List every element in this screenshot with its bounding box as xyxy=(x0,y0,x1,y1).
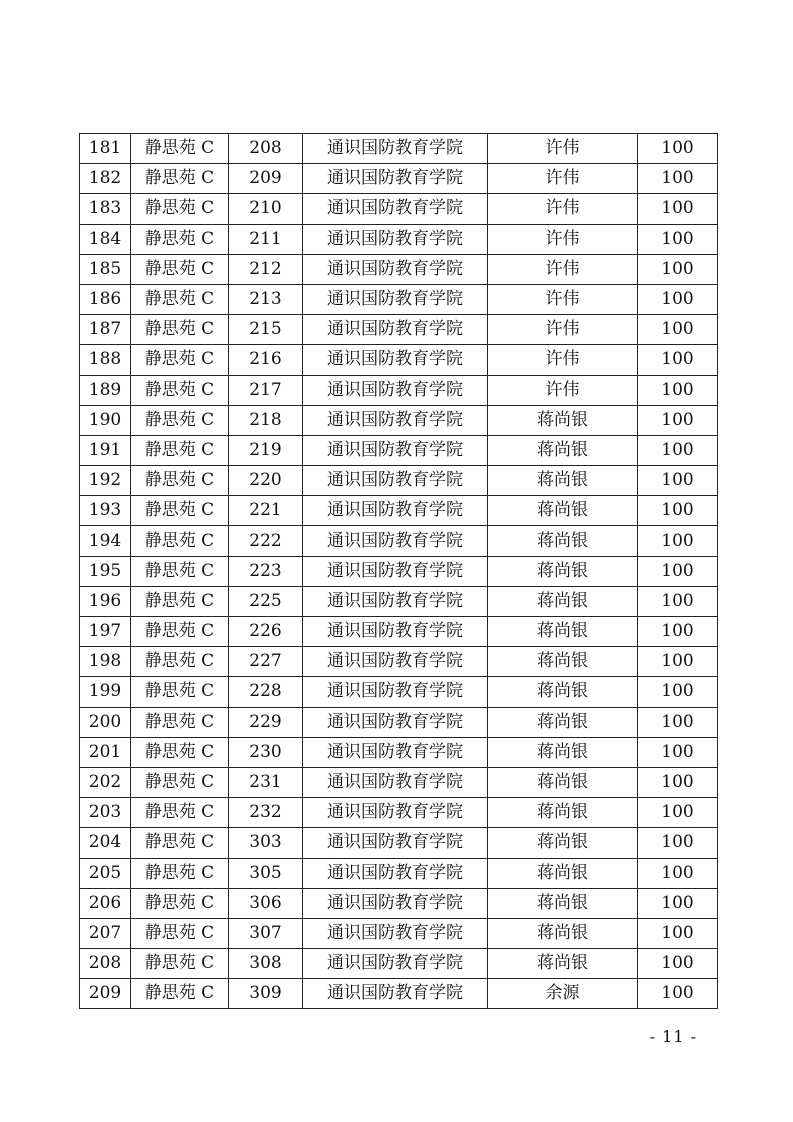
room-number-cell: 222 xyxy=(229,526,303,556)
building-cell: 静思苑 C xyxy=(131,194,229,224)
score-cell: 100 xyxy=(638,194,718,224)
person-cell: 蒋尚银 xyxy=(488,918,638,948)
room-number-cell: 228 xyxy=(229,677,303,707)
room-number-cell: 306 xyxy=(229,888,303,918)
building-cell: 静思苑 C xyxy=(131,375,229,405)
table-row xyxy=(80,284,718,314)
score-cell: 100 xyxy=(638,496,718,526)
row-index-cell: 191 xyxy=(80,435,131,465)
row-index-cell: 195 xyxy=(80,556,131,586)
room-number-cell: 210 xyxy=(229,194,303,224)
building-cell: 静思苑 C xyxy=(131,737,229,767)
college-cell: 通识国防教育学院 xyxy=(303,798,488,828)
person-cell: 许伟 xyxy=(488,345,638,375)
score-cell: 100 xyxy=(638,134,718,164)
table-row xyxy=(80,556,718,586)
building-cell: 静思苑 C xyxy=(131,828,229,858)
building-cell: 静思苑 C xyxy=(131,496,229,526)
table-row xyxy=(80,647,718,677)
person-cell: 蒋尚银 xyxy=(488,586,638,616)
row-index-cell: 183 xyxy=(80,194,131,224)
row-index-cell: 199 xyxy=(80,677,131,707)
row-index-cell: 194 xyxy=(80,526,131,556)
table-row xyxy=(80,586,718,616)
score-cell: 100 xyxy=(638,164,718,194)
college-cell: 通识国防教育学院 xyxy=(303,979,488,1009)
score-cell: 100 xyxy=(638,405,718,435)
college-cell: 通识国防教育学院 xyxy=(303,556,488,586)
building-cell: 静思苑 C xyxy=(131,164,229,194)
building-cell: 静思苑 C xyxy=(131,707,229,737)
person-cell: 蒋尚银 xyxy=(488,767,638,797)
score-cell: 100 xyxy=(638,979,718,1009)
person-cell: 许伟 xyxy=(488,375,638,405)
row-index-cell: 208 xyxy=(80,949,131,979)
score-cell: 100 xyxy=(638,888,718,918)
row-index-cell: 181 xyxy=(80,134,131,164)
person-cell: 蒋尚银 xyxy=(488,435,638,465)
table-row xyxy=(80,979,718,1009)
college-cell: 通识国防教育学院 xyxy=(303,737,488,767)
building-cell: 静思苑 C xyxy=(131,254,229,284)
row-index-cell: 209 xyxy=(80,979,131,1009)
building-cell: 静思苑 C xyxy=(131,647,229,677)
person-cell: 蒋尚银 xyxy=(488,828,638,858)
score-cell: 100 xyxy=(638,556,718,586)
room-number-cell: 220 xyxy=(229,466,303,496)
page-number: - 11 - xyxy=(649,1027,697,1046)
room-number-cell: 225 xyxy=(229,586,303,616)
score-cell: 100 xyxy=(638,677,718,707)
table-row xyxy=(80,677,718,707)
person-cell: 蒋尚银 xyxy=(488,949,638,979)
row-index-cell: 197 xyxy=(80,617,131,647)
score-cell: 100 xyxy=(638,586,718,616)
row-index-cell: 203 xyxy=(80,798,131,828)
person-cell: 蒋尚银 xyxy=(488,556,638,586)
college-cell: 通识国防教育学院 xyxy=(303,194,488,224)
row-index-cell: 184 xyxy=(80,224,131,254)
row-index-cell: 190 xyxy=(80,405,131,435)
score-cell: 100 xyxy=(638,798,718,828)
building-cell: 静思苑 C xyxy=(131,134,229,164)
person-cell: 蒋尚银 xyxy=(488,798,638,828)
row-index-cell: 192 xyxy=(80,466,131,496)
person-cell: 许伟 xyxy=(488,315,638,345)
college-cell: 通识国防教育学院 xyxy=(303,918,488,948)
room-number-cell: 227 xyxy=(229,647,303,677)
score-cell: 100 xyxy=(638,918,718,948)
building-cell: 静思苑 C xyxy=(131,617,229,647)
table-row xyxy=(80,888,718,918)
building-cell: 静思苑 C xyxy=(131,284,229,314)
building-cell: 静思苑 C xyxy=(131,466,229,496)
table-row xyxy=(80,194,718,224)
table-row xyxy=(80,466,718,496)
table-row xyxy=(80,858,718,888)
room-number-cell: 307 xyxy=(229,918,303,948)
room-number-cell: 213 xyxy=(229,284,303,314)
person-cell: 许伟 xyxy=(488,164,638,194)
person-cell: 蒋尚银 xyxy=(488,647,638,677)
room-number-cell: 309 xyxy=(229,979,303,1009)
table-row xyxy=(80,345,718,375)
building-cell: 静思苑 C xyxy=(131,677,229,707)
row-index-cell: 204 xyxy=(80,828,131,858)
building-cell: 静思苑 C xyxy=(131,798,229,828)
score-cell: 100 xyxy=(638,647,718,677)
row-index-cell: 187 xyxy=(80,315,131,345)
person-cell: 蒋尚银 xyxy=(488,858,638,888)
row-index-cell: 202 xyxy=(80,767,131,797)
score-cell: 100 xyxy=(638,466,718,496)
row-index-cell: 193 xyxy=(80,496,131,526)
room-number-cell: 208 xyxy=(229,134,303,164)
building-cell: 静思苑 C xyxy=(131,586,229,616)
room-number-cell: 216 xyxy=(229,345,303,375)
building-cell: 静思苑 C xyxy=(131,556,229,586)
table-row xyxy=(80,617,718,647)
room-number-cell: 217 xyxy=(229,375,303,405)
score-cell: 100 xyxy=(638,828,718,858)
row-index-cell: 201 xyxy=(80,737,131,767)
person-cell: 蒋尚银 xyxy=(488,707,638,737)
table-row xyxy=(80,254,718,284)
building-cell: 静思苑 C xyxy=(131,858,229,888)
table-row xyxy=(80,526,718,556)
table-row xyxy=(80,375,718,405)
room-number-cell: 231 xyxy=(229,767,303,797)
college-cell: 通识国防教育学院 xyxy=(303,767,488,797)
college-cell: 通识国防教育学院 xyxy=(303,345,488,375)
score-cell: 100 xyxy=(638,254,718,284)
score-cell: 100 xyxy=(638,767,718,797)
table-row xyxy=(80,798,718,828)
college-cell: 通识国防教育学院 xyxy=(303,949,488,979)
score-cell: 100 xyxy=(638,858,718,888)
score-cell: 100 xyxy=(638,949,718,979)
building-cell: 静思苑 C xyxy=(131,979,229,1009)
table-row xyxy=(80,496,718,526)
table-body xyxy=(80,134,718,1009)
table-row xyxy=(80,707,718,737)
building-cell: 静思苑 C xyxy=(131,435,229,465)
college-cell: 通识国防教育学院 xyxy=(303,254,488,284)
person-cell: 许伟 xyxy=(488,284,638,314)
building-cell: 静思苑 C xyxy=(131,405,229,435)
college-cell: 通识国防教育学院 xyxy=(303,134,488,164)
building-cell: 静思苑 C xyxy=(131,949,229,979)
person-cell: 蒋尚银 xyxy=(488,617,638,647)
building-cell: 静思苑 C xyxy=(131,224,229,254)
table-row xyxy=(80,918,718,948)
room-number-cell: 303 xyxy=(229,828,303,858)
score-cell: 100 xyxy=(638,345,718,375)
person-cell: 蒋尚银 xyxy=(488,888,638,918)
college-cell: 通识国防教育学院 xyxy=(303,284,488,314)
row-index-cell: 207 xyxy=(80,918,131,948)
person-cell: 许伟 xyxy=(488,194,638,224)
score-cell: 100 xyxy=(638,526,718,556)
table-row xyxy=(80,435,718,465)
room-number-cell: 211 xyxy=(229,224,303,254)
row-index-cell: 206 xyxy=(80,888,131,918)
score-cell: 100 xyxy=(638,737,718,767)
building-cell: 静思苑 C xyxy=(131,345,229,375)
college-cell: 通识国防教育学院 xyxy=(303,828,488,858)
row-index-cell: 205 xyxy=(80,858,131,888)
row-index-cell: 182 xyxy=(80,164,131,194)
person-cell: 蒋尚银 xyxy=(488,496,638,526)
table-row xyxy=(80,949,718,979)
person-cell: 余源 xyxy=(488,979,638,1009)
college-cell: 通识国防教育学院 xyxy=(303,647,488,677)
room-number-cell: 221 xyxy=(229,496,303,526)
room-number-cell: 223 xyxy=(229,556,303,586)
room-number-cell: 305 xyxy=(229,858,303,888)
room-assignment-table xyxy=(79,133,718,1009)
college-cell: 通识国防教育学院 xyxy=(303,375,488,405)
room-number-cell: 212 xyxy=(229,254,303,284)
score-cell: 100 xyxy=(638,284,718,314)
person-cell: 许伟 xyxy=(488,254,638,284)
person-cell: 蒋尚银 xyxy=(488,526,638,556)
person-cell: 蒋尚银 xyxy=(488,677,638,707)
room-number-cell: 226 xyxy=(229,617,303,647)
row-index-cell: 185 xyxy=(80,254,131,284)
college-cell: 通识国防教育学院 xyxy=(303,164,488,194)
row-index-cell: 188 xyxy=(80,345,131,375)
college-cell: 通识国防教育学院 xyxy=(303,707,488,737)
row-index-cell: 189 xyxy=(80,375,131,405)
person-cell: 蒋尚银 xyxy=(488,466,638,496)
person-cell: 蒋尚银 xyxy=(488,405,638,435)
college-cell: 通识国防教育学院 xyxy=(303,888,488,918)
building-cell: 静思苑 C xyxy=(131,526,229,556)
score-cell: 100 xyxy=(638,315,718,345)
college-cell: 通识国防教育学院 xyxy=(303,496,488,526)
building-cell: 静思苑 C xyxy=(131,315,229,345)
table-row xyxy=(80,224,718,254)
row-index-cell: 186 xyxy=(80,284,131,314)
table-row xyxy=(80,737,718,767)
score-cell: 100 xyxy=(638,435,718,465)
college-cell: 通识国防教育学院 xyxy=(303,617,488,647)
room-number-cell: 219 xyxy=(229,435,303,465)
room-number-cell: 215 xyxy=(229,315,303,345)
room-number-cell: 229 xyxy=(229,707,303,737)
table-row xyxy=(80,828,718,858)
college-cell: 通识国防教育学院 xyxy=(303,586,488,616)
row-index-cell: 196 xyxy=(80,586,131,616)
college-cell: 通识国防教育学院 xyxy=(303,677,488,707)
room-number-cell: 230 xyxy=(229,737,303,767)
college-cell: 通识国防教育学院 xyxy=(303,435,488,465)
building-cell: 静思苑 C xyxy=(131,918,229,948)
room-number-cell: 209 xyxy=(229,164,303,194)
college-cell: 通识国防教育学院 xyxy=(303,224,488,254)
table-row xyxy=(80,134,718,164)
person-cell: 许伟 xyxy=(488,224,638,254)
person-cell: 蒋尚银 xyxy=(488,737,638,767)
score-cell: 100 xyxy=(638,224,718,254)
row-index-cell: 198 xyxy=(80,647,131,677)
college-cell: 通识国防教育学院 xyxy=(303,858,488,888)
building-cell: 静思苑 C xyxy=(131,767,229,797)
row-index-cell: 200 xyxy=(80,707,131,737)
person-cell: 许伟 xyxy=(488,134,638,164)
college-cell: 通识国防教育学院 xyxy=(303,315,488,345)
room-number-cell: 232 xyxy=(229,798,303,828)
score-cell: 100 xyxy=(638,617,718,647)
building-cell: 静思苑 C xyxy=(131,888,229,918)
room-number-cell: 308 xyxy=(229,949,303,979)
table-row xyxy=(80,315,718,345)
score-cell: 100 xyxy=(638,375,718,405)
room-number-cell: 218 xyxy=(229,405,303,435)
table-row xyxy=(80,405,718,435)
college-cell: 通识国防教育学院 xyxy=(303,466,488,496)
table-row xyxy=(80,164,718,194)
table-row xyxy=(80,767,718,797)
college-cell: 通识国防教育学院 xyxy=(303,526,488,556)
college-cell: 通识国防教育学院 xyxy=(303,405,488,435)
score-cell: 100 xyxy=(638,707,718,737)
